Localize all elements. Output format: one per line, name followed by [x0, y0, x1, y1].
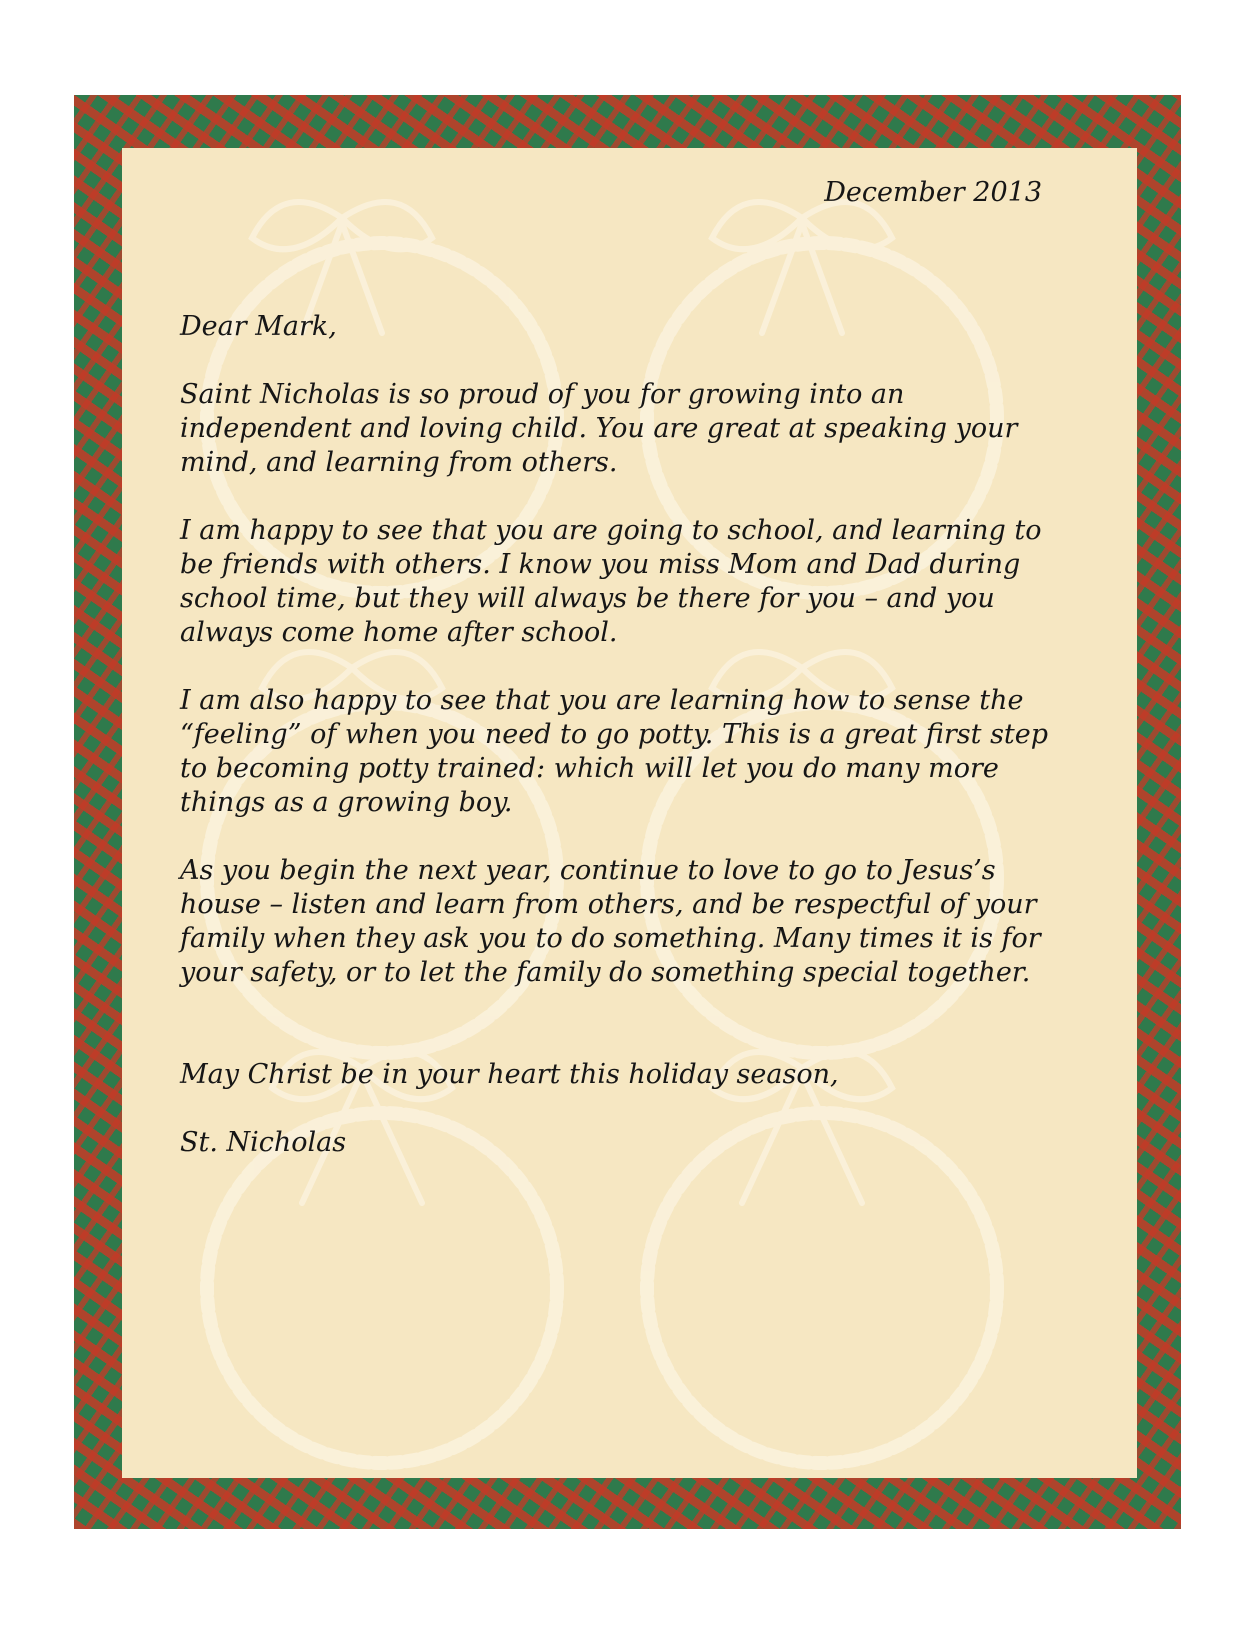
- letter-paragraph-1: Saint Nicholas is so proud of you for growing into an independent and loving child. You are great at speaking your mind, and learning from others.: [180, 379, 1018, 478]
- letter-paragraph-2: I am happy to see that you are going to school, and learning to be friends with others. I know you miss Mom and Dad during school time, but they will always be there for you – and you always come home after school.: [180, 515, 1042, 648]
- letter-body: [122, 148, 1137, 1478]
- letter-paragraph-4: As you begin the next year, continue to love to go to Jesus’s house – listen and learn from others, and be respectful of your family when they ask you to do something. Many times it is for your safety, or to let the family do something special together.: [180, 855, 1041, 988]
- letter-closing: May Christ be in your heart this holiday season,: [180, 1059, 839, 1090]
- letter-paragraph-3: I am also happy to see that you are learning how to sense the “feeling” of when you need to go potty. This is a great first step to becoming potty trained: which will let you do many more things as a growing boy.: [180, 685, 1049, 818]
- letter-date: December 2013: [824, 177, 1042, 208]
- letter-salutation: Dear Mark,: [180, 311, 337, 342]
- letter-signature: St. Nicholas: [180, 1127, 347, 1158]
- letter-paper: [122, 148, 1137, 1478]
